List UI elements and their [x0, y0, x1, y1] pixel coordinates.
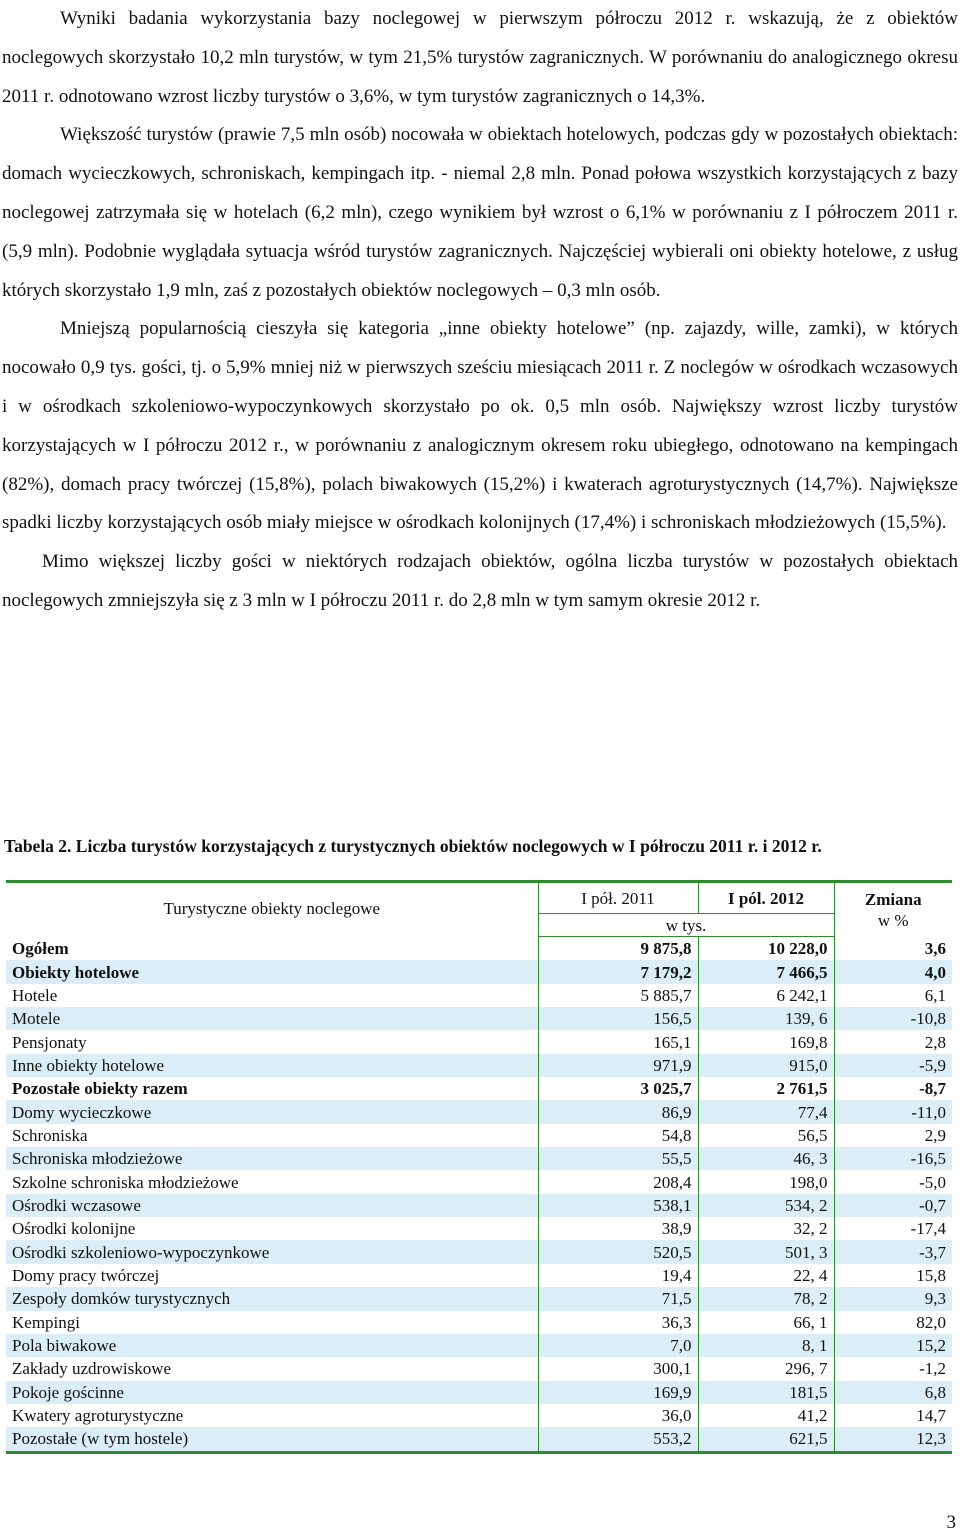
- value-2012: 77,4: [698, 1100, 834, 1123]
- row-name: Schroniska młodzieżowe: [6, 1147, 538, 1170]
- row-name: Kempingi: [6, 1311, 538, 1334]
- row-name: Szkolne schroniska młodzieżowe: [6, 1170, 538, 1193]
- row-name: Domy wycieczkowe: [6, 1100, 538, 1123]
- table-row: [6, 1427, 952, 1452]
- value-2012: 22, 4: [698, 1264, 834, 1287]
- value-2012: 56,5: [698, 1124, 834, 1147]
- value-change: -10,8: [834, 1007, 952, 1030]
- value-2012: 296, 7: [698, 1357, 834, 1380]
- value-change: 9,3: [834, 1287, 952, 1310]
- value-change: 12,3: [834, 1427, 952, 1452]
- value-change: -16,5: [834, 1147, 952, 1170]
- value-2012: 66, 1: [698, 1311, 834, 1334]
- row-name: Pokoje gościnne: [6, 1381, 538, 1404]
- value-2012: 32, 2: [698, 1217, 834, 1240]
- row-name: Kwatery agroturystyczne: [6, 1404, 538, 1427]
- paragraph-2: Większość turystów (prawie 7,5 mln osób) nocowała w obiektach hotelowych, podczas gdy w pozostałych obiektach: domach wycieczkowych, schroniskach, kempingach itp. - niemal 2,8 mln. Ponad połowa wszystkich korzystających z bazy noclegowej zatrzymała się w hotelach (6,2 mln), czego wynikiem był wzrost o 6,1% w porównaniu z I półroczem 2011 r. (5,9 mln). Podobnie wyglądała sytuacja wśród turystów zagranicznych. Najczęściej wybierali oni obiekty hotelowe, z usług których skorzystało 1,9 mln, zaś z pozostałych obiektów noclegowych – 0,3 mln osób.: [2, 124, 958, 301]
- row-name: Ośrodki kolonijne: [6, 1217, 538, 1240]
- row-name: Domy pracy twórczej: [6, 1264, 538, 1287]
- table-row: [6, 1100, 952, 1123]
- value-change: -3,7: [834, 1240, 952, 1263]
- paragraph-4: Mimo większej liczby gości w niektórych rodzajach obiektów, ogólna liczba turystów w pozostałych obiektach noclegowych zmniejszyła się z 3 mln w I półroczu 2011 r. do 2,8 mln w tym samym okresie 2012 r.: [2, 551, 958, 611]
- table-row: [6, 1334, 952, 1357]
- value-2011: 86,9: [538, 1100, 698, 1123]
- value-2011: 553,2: [538, 1427, 698, 1452]
- header-change: [834, 883, 952, 937]
- tourists-table: [6, 880, 952, 1454]
- value-change: -0,7: [834, 1194, 952, 1217]
- value-change: -8,7: [834, 1077, 952, 1100]
- value-2012: 41,2: [698, 1404, 834, 1427]
- row-name: Motele: [6, 1007, 538, 1030]
- table-row: [6, 1287, 952, 1310]
- row-name: Ośrodki wczasowe: [6, 1194, 538, 1217]
- value-2011: 169,9: [538, 1381, 698, 1404]
- value-2011: 19,4: [538, 1264, 698, 1287]
- table-body: [6, 937, 952, 1453]
- table-row: [6, 1381, 952, 1404]
- table-row: [6, 1054, 952, 1077]
- row-name: Pensjonaty: [6, 1030, 538, 1053]
- value-2011: 7 179,2: [538, 960, 698, 983]
- row-name: Ośrodki szkoleniowo-wypoczynkowe: [6, 1240, 538, 1263]
- row-name: Zakłady uzdrowiskowe: [6, 1357, 538, 1380]
- table-row: [6, 984, 952, 1007]
- value-change: 14,7: [834, 1404, 952, 1427]
- table-caption: Tabela 2. Liczba turystów korzystających z turystycznych obiektów noclegowych w I półroczu 2011 r. i 2012 r.: [4, 836, 822, 856]
- value-2012: 198,0: [698, 1170, 834, 1193]
- value-change: -17,4: [834, 1217, 952, 1240]
- row-name: Ogółem: [6, 937, 538, 961]
- value-2011: 538,1: [538, 1194, 698, 1217]
- table-row: [6, 1311, 952, 1334]
- value-change: 6,1: [834, 984, 952, 1007]
- table-row: [6, 1170, 952, 1193]
- table-row: [6, 1264, 952, 1287]
- value-2012: 621,5: [698, 1427, 834, 1452]
- value-2011: 54,8: [538, 1124, 698, 1147]
- value-2011: 55,5: [538, 1147, 698, 1170]
- value-2012: 46, 3: [698, 1147, 834, 1170]
- value-2011: 520,5: [538, 1240, 698, 1263]
- row-name: Hotele: [6, 984, 538, 1007]
- value-2011: 165,1: [538, 1030, 698, 1053]
- value-2011: 7,0: [538, 1334, 698, 1357]
- value-change: 6,8: [834, 1381, 952, 1404]
- value-change: 82,0: [834, 1311, 952, 1334]
- table-row: [6, 1147, 952, 1170]
- value-change: 15,8: [834, 1264, 952, 1287]
- value-2012: 78, 2: [698, 1287, 834, 1310]
- value-2011: 5 885,7: [538, 984, 698, 1007]
- table-row: [6, 1217, 952, 1240]
- value-2011: 156,5: [538, 1007, 698, 1030]
- header-2011: I pół. 2011: [538, 883, 698, 914]
- header-change-line2: w %: [877, 910, 909, 930]
- row-name: Pozostałe obiekty razem: [6, 1077, 538, 1100]
- value-2012: 169,8: [698, 1030, 834, 1053]
- table-row: [6, 1404, 952, 1427]
- value-2011: 9 875,8: [538, 937, 698, 961]
- header-label: Turystyczne obiekty noclegowe: [163, 899, 381, 919]
- value-2012: 10 228,0: [698, 937, 834, 961]
- table-row: [6, 1240, 952, 1263]
- table-row: [6, 1030, 952, 1053]
- table-row: [6, 937, 952, 961]
- value-2012: 181,5: [698, 1381, 834, 1404]
- value-2011: 71,5: [538, 1287, 698, 1310]
- row-name: Obiekty hotelowe: [6, 960, 538, 983]
- value-change: -5,9: [834, 1054, 952, 1077]
- value-2011: 36,3: [538, 1311, 698, 1334]
- value-2012: 139, 6: [698, 1007, 834, 1030]
- value-change: 15,2: [834, 1334, 952, 1357]
- value-2011: 3 025,7: [538, 1077, 698, 1100]
- value-change: 3,6: [834, 937, 952, 961]
- table-row: [6, 960, 952, 983]
- row-name: Inne obiekty hotelowe: [6, 1054, 538, 1077]
- table-row: [6, 1007, 952, 1030]
- table-row: [6, 1194, 952, 1217]
- page-number: 3: [946, 1512, 956, 1533]
- value-2011: 971,9: [538, 1054, 698, 1077]
- value-change: 2,8: [834, 1030, 952, 1053]
- value-2011: 38,9: [538, 1217, 698, 1240]
- value-change: -1,2: [834, 1357, 952, 1380]
- value-change: -11,0: [834, 1100, 952, 1123]
- value-2012: 2 761,5: [698, 1077, 834, 1100]
- value-2011: 36,0: [538, 1404, 698, 1427]
- paragraph-1: Wyniki badania wykorzystania bazy noclegowej w pierwszym półroczu 2012 r. wskazują, że z obiektów noclegowych skorzystało 10,2 mln turystów, w tym 21,5% turystów zagranicznych. W porównaniu do analogicznego okresu 2011 r. odnotowano wzrost liczby turystów o 3,6%, w tym turystów zagranicznych o 14,3%.: [2, 8, 958, 107]
- value-change: -5,0: [834, 1170, 952, 1193]
- value-2012: 501, 3: [698, 1240, 834, 1263]
- value-2011: 208,4: [538, 1170, 698, 1193]
- row-name: Schroniska: [6, 1124, 538, 1147]
- header-2012: I pól. 2012: [698, 883, 834, 914]
- body-text: [2, 0, 958, 621]
- row-name: Pola biwakowe: [6, 1334, 538, 1357]
- header-unit: w tys.: [538, 914, 834, 937]
- table-row: [6, 1124, 952, 1147]
- value-change: 4,0: [834, 960, 952, 983]
- row-name: Zespoły domków turystycznych: [6, 1287, 538, 1310]
- table-container: [6, 880, 952, 1454]
- value-2012: 534, 2: [698, 1194, 834, 1217]
- value-change: 2,9: [834, 1124, 952, 1147]
- table-row: [6, 1077, 952, 1100]
- value-2011: 300,1: [538, 1357, 698, 1380]
- value-2012: 6 242,1: [698, 984, 834, 1007]
- value-2012: 8, 1: [698, 1334, 834, 1357]
- value-2012: 915,0: [698, 1054, 834, 1077]
- paragraph-3: Mniejszą popularnością cieszyła się kategoria „inne obiekty hotelowe” (np. zajazdy, wille, zamki), w których nocowało 0,9 tys. gości, tj. o 5,9% mniej niż w pierwszych sześciu miesiącach 2011 r. Z noclegów w ośrodkach wczasowych i w ośrodkach szkoleniowo-wypoczynkowych skorzystało po ok. 0,5 mln osób. Największy wzrost liczby turystów korzystających w I półroczu 2012 r., w porównaniu z analogicznym okresem roku ubiegłego, odnotowano na kempingach (82%), domach pracy twórczej (15,8%), polach biwakowych (15,2%) i kwaterach agroturystycznych (14,7%). Największe spadki liczby korzystających osób miały miejsce w ośrodkach kolonijnych (17,4%) i schroniskach młodzieżowych (15,5%).: [2, 318, 958, 534]
- value-2012: 7 466,5: [698, 960, 834, 983]
- row-name: Pozostałe (w tym hostele): [6, 1427, 538, 1452]
- table-row: [6, 1357, 952, 1380]
- header-change-line1: Zmiana: [864, 889, 922, 909]
